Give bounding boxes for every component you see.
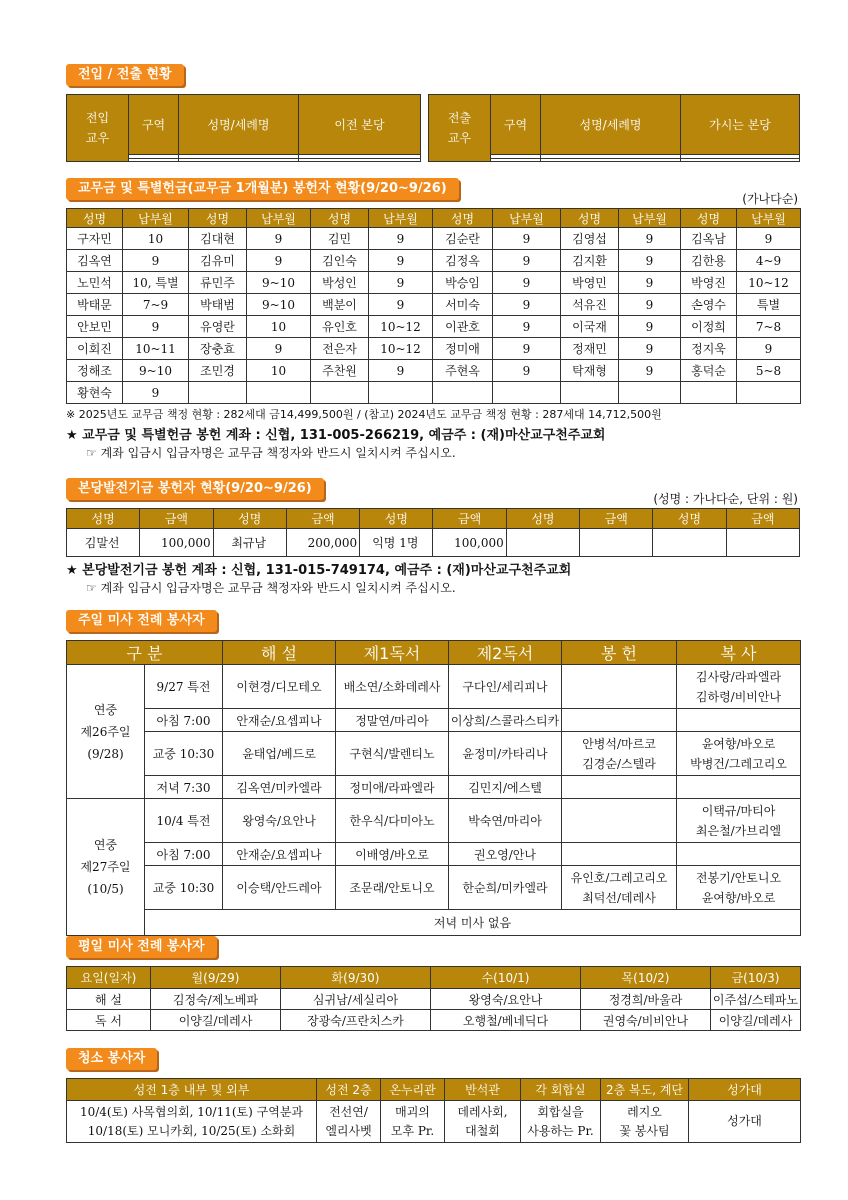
table-row [67,228,801,250]
name-cell: 홍덕순 [681,360,737,382]
no-evening-mass: 저녁 미사 없음 [145,910,801,936]
mass-time: 9/27 특전 [145,665,223,709]
server-cell: 왕영숙/요안나 [223,799,336,843]
month-cell: 4~9 [737,250,801,272]
month-cell [737,382,801,404]
header-cell: 납부월 [369,209,433,228]
cleaning-cell: 회합실을 사용하는 Pr. [521,1101,601,1143]
server-cell [677,709,801,732]
server-cell: 안재순/요셉피나 [223,709,336,732]
month-cell: 7~8 [737,316,801,338]
server-cell: 안재순/요셉피나 [223,843,336,866]
header-cell: 구역 [129,95,179,155]
header-cell: 수(10/1) [431,967,581,989]
transfer-in-label: 전입 교우 [67,95,129,162]
month-cell: 9 [247,250,311,272]
table-row [67,294,801,316]
role-cell: 독 서 [67,1010,151,1031]
server-cell: 장광숙/프란치스카 [281,1010,431,1031]
table-row [67,843,801,866]
month-cell: 9 [369,360,433,382]
header-cell: 온누리관 [381,1079,445,1101]
mass-time: 교중 10:30 [145,732,223,776]
name-cell [311,382,369,404]
name-cell: 정재민 [561,338,619,360]
name-cell [433,382,493,404]
server-cell [562,776,677,799]
header-cell: 2층 복도, 계단 [601,1079,689,1101]
dev-table [66,508,800,557]
dev-note: (성명 : 가나다순, 단위 : 원) [653,492,798,506]
month-cell [619,382,681,404]
name-cell: 김옥연 [67,250,123,272]
weekday-title: 평일 미사 전례 봉사자 [66,936,217,958]
sunday-table [66,640,801,936]
month-cell: 9 [619,250,681,272]
amount-cell [580,529,653,557]
cleaning-cell: 10/4(토) 사목협의회, 10/11(토) 구역분과 10/18(토) 모니카회, 10/25(토) 소화회 [67,1101,317,1143]
month-cell: 9 [493,360,561,382]
cleaning-table [66,1078,801,1143]
server-cell [562,799,677,843]
header-cell: 금액 [580,509,653,529]
header-cell: 납부월 [123,209,189,228]
name-cell [561,382,619,404]
month-cell: 9~10 [247,272,311,294]
dues-table [66,208,801,404]
header-cell: 성명 [681,209,737,228]
header-cell: 성명 [67,209,123,228]
name-cell: 류민주 [189,272,247,294]
table-row [67,1010,801,1031]
table-row [67,732,801,776]
dues-memo: ☞ 계좌 입금시 입금자명은 교무금 책정자와 반드시 일치시켜 주십시오. [86,446,456,460]
header-cell: 성명 [213,509,286,529]
server-cell: 정경희/바울라 [581,989,711,1010]
server-cell [562,709,677,732]
server-cell: 이배영/바오로 [336,843,449,866]
server-cell: 유인호/그레고리오 최덕선/데레사 [562,866,677,910]
dues-section [66,178,800,461]
name-cell: 박태문 [67,294,123,316]
month-cell: 9 [493,316,561,338]
server-cell: 김옥연/미카엘라 [223,776,336,799]
header-cell: 금액 [286,509,359,529]
server-cell: 전봉기/안토니오 윤여향/바오로 [677,866,801,910]
month-cell: 9 [493,294,561,316]
month-cell: 10, 특별 [123,272,189,294]
amount-cell: 100,000 [140,529,213,557]
server-cell [677,776,801,799]
server-cell: 이양길/데레사 [151,1010,281,1031]
name-cell: 유영란 [189,316,247,338]
transfer-out-table [428,94,800,162]
dev-title: 본당발전기금 봉헌자 현황(9/20~9/26) [66,478,324,500]
month-cell: 9 [369,228,433,250]
table-row [67,250,801,272]
cleaning-cell: 전선연/ 엘리사벳 [317,1101,381,1143]
name-cell: 정해조 [67,360,123,382]
month-cell: 10 [123,228,189,250]
month-cell: 9 [619,316,681,338]
header-cell: 성명 [360,509,433,529]
server-cell: 윤여향/바오로 박병건/그레고리오 [677,732,801,776]
server-cell: 김민지/에스텔 [449,776,562,799]
dues-note: (가나다순) [742,192,798,206]
header-cell: 성명 [433,209,493,228]
server-cell: 정말연/마리아 [336,709,449,732]
header-cell: 금액 [433,509,506,529]
table-row [67,1101,801,1143]
month-cell: 9 [493,338,561,360]
month-cell: 10~12 [737,272,801,294]
header-cell: 성명 [506,509,579,529]
name-cell: 주찬원 [311,360,369,382]
name-cell: 김인숙 [311,250,369,272]
server-cell: 조문래/안토니오 [336,866,449,910]
table-row [67,316,801,338]
month-cell: 9 [369,294,433,316]
server-cell: 이상희/스콜라스티카 [449,709,562,732]
header-cell: 화(9/30) [281,967,431,989]
name-cell: 익명 1명 [360,529,433,557]
name-cell: 전은자 [311,338,369,360]
dev-section [66,478,800,596]
name-cell: 탁재형 [561,360,619,382]
month-cell: 10~11 [123,338,189,360]
week-label: 연중 제27주일 (10/5) [67,799,145,936]
server-cell: 배소연/소화데레사 [336,665,449,709]
server-cell: 이주섭/스테파노 [711,989,801,1010]
transfer-title: 전입 / 전출 현황 [66,64,184,86]
server-cell: 정미애/라파엘라 [336,776,449,799]
header-cell: 금액 [140,509,213,529]
server-cell: 안병석/마르코 김경순/스텔라 [562,732,677,776]
header-cell: 해 설 [223,641,336,665]
server-cell: 이택규/마티아 최은철/가브리엘 [677,799,801,843]
name-cell: 김영섭 [561,228,619,250]
month-cell: 9 [247,228,311,250]
server-cell: 권오영/안나 [449,843,562,866]
mass-time: 저녁 7:30 [145,776,223,799]
name-cell [189,382,247,404]
name-cell: 정미애 [433,338,493,360]
name-cell: 이정희 [681,316,737,338]
week-label: 연중 제26주일 (9/28) [67,665,145,799]
name-cell: 김지환 [561,250,619,272]
header-cell: 제1독서 [336,641,449,665]
server-cell: 구현식/발렌티노 [336,732,449,776]
name-cell: 박승임 [433,272,493,294]
month-cell: 9 [493,228,561,250]
server-cell: 한순희/미카엘라 [449,866,562,910]
header-cell: 납부월 [737,209,801,228]
header-cell: 월(9/29) [151,967,281,989]
name-cell: 김민 [311,228,369,250]
month-cell: 9 [737,338,801,360]
name-cell [506,529,579,557]
table-row [67,272,801,294]
header-cell: 성명 [653,509,726,529]
name-cell: 박태범 [189,294,247,316]
dues-account: ★ 교무금 및 특별헌금 봉헌 계좌 : 신협, 131-005-266219, 예금주 : (재)마산교구천주교회 [66,428,606,443]
table-row [67,360,801,382]
month-cell: 9 [619,228,681,250]
server-cell: 권영숙/비비안나 [581,1010,711,1031]
weekday-table [66,966,801,1031]
name-cell: 김순란 [433,228,493,250]
name-cell: 조민경 [189,360,247,382]
name-cell: 백분이 [311,294,369,316]
table-row [67,776,801,799]
server-cell: 오행철/베네딕다 [431,1010,581,1031]
cleaning-cell: 성가대 [689,1101,801,1143]
name-cell: 김정옥 [433,250,493,272]
table-row [67,866,801,910]
header-cell: 성명 [311,209,369,228]
month-cell: 7~9 [123,294,189,316]
header-cell: 금액 [726,509,799,529]
table-row [67,665,801,709]
name-cell: 서미숙 [433,294,493,316]
server-cell: 김정숙/제노베파 [151,989,281,1010]
table-row [67,382,801,404]
header-cell: 금(10/3) [711,967,801,989]
month-cell: 9 [123,250,189,272]
table-row [67,338,801,360]
transfer-in-table [66,94,421,162]
cleaning-section [66,1048,800,1143]
name-cell [653,529,726,557]
server-cell: 윤태업/베드로 [223,732,336,776]
server-cell [562,665,677,709]
amount-cell [726,529,799,557]
name-cell: 박영민 [561,272,619,294]
name-cell [681,382,737,404]
cleaning-cell: 레지오 꽃 봉사팀 [601,1101,689,1143]
sunday-section [66,610,800,936]
cleaning-cell: 매괴의 모후 Pr. [381,1101,445,1143]
table-row [67,709,801,732]
header-cell: 복 사 [677,641,801,665]
name-cell: 손영수 [681,294,737,316]
header-cell: 제2독서 [449,641,562,665]
role-cell: 해 설 [67,989,151,1010]
mass-time: 아침 7:00 [145,843,223,866]
name-cell: 박영진 [681,272,737,294]
header-cell: 각 회합실 [521,1079,601,1101]
name-cell: 박성인 [311,272,369,294]
month-cell: 5~8 [737,360,801,382]
server-cell: 왕영숙/요안나 [431,989,581,1010]
month-cell: 10 [247,360,311,382]
amount-cell: 200,000 [286,529,359,557]
name-cell: 김유미 [189,250,247,272]
header-cell: 성전 1층 내부 및 외부 [67,1079,317,1101]
header-cell: 구역 [491,95,541,155]
month-cell: 9 [619,338,681,360]
header-cell: 성명 [561,209,619,228]
weekday-section [66,936,800,1031]
month-cell: 9 [247,338,311,360]
header-cell: 성명 [67,509,140,529]
month-cell: 9 [123,316,189,338]
header-cell: 납부월 [247,209,311,228]
table-row [67,989,801,1010]
month-cell: 9 [737,228,801,250]
name-cell: 주현옥 [433,360,493,382]
header-cell: 구 분 [67,641,223,665]
month-cell [247,382,311,404]
server-cell: 구다인/세리피나 [449,665,562,709]
dev-account: ★ 본당발전기금 봉헌 계좌 : 신협, 131-015-749174, 예금주 : (재)마산교구천주교회 [66,563,572,578]
name-cell: 김대현 [189,228,247,250]
month-cell [493,382,561,404]
name-cell: 정지욱 [681,338,737,360]
name-cell: 이국재 [561,316,619,338]
server-cell: 이양길/데레사 [711,1010,801,1031]
header-cell: 봉 헌 [562,641,677,665]
dues-title: 교무금 및 특별헌금(교무금 1개월분) 봉헌자 현황(9/20~9/26) [66,178,459,200]
header-cell: 성가대 [689,1079,801,1101]
amount-cell: 100,000 [433,529,506,557]
table-row [67,529,800,557]
header-cell: 성명 [189,209,247,228]
month-cell: 10~12 [369,316,433,338]
header-cell: 성명/세례명 [179,95,299,155]
server-cell: 윤정미/카타리나 [449,732,562,776]
name-cell: 이관호 [433,316,493,338]
name-cell: 이회진 [67,338,123,360]
header-cell: 납부월 [619,209,681,228]
name-cell: 최규남 [213,529,286,557]
name-cell: 노민석 [67,272,123,294]
server-cell: 심귀남/세실리아 [281,989,431,1010]
month-cell: 9 [619,360,681,382]
cleaning-title: 청소 봉사자 [66,1048,157,1070]
server-cell: 한우식/다미아노 [336,799,449,843]
dues-footnote: ※ 2025년도 교무금 책정 현황 : 282세대 금14,499,500원 / (참고) 2024년도 교무금 책정 현황 : 287세대 14,712,500원 [66,408,662,421]
mass-time: 아침 7:00 [145,709,223,732]
month-cell: 9 [369,272,433,294]
header-cell: 목(10/2) [581,967,711,989]
header-cell: 이전 본당 [299,95,421,155]
month-cell: 9 [369,250,433,272]
header-cell: 납부월 [493,209,561,228]
server-cell: 김사랑/라파엘라 김하령/비비안나 [677,665,801,709]
name-cell: 황현숙 [67,382,123,404]
server-cell [562,843,677,866]
header-cell: 반석관 [445,1079,521,1101]
server-cell: 이승택/안드레아 [223,866,336,910]
name-cell: 김한용 [681,250,737,272]
name-cell: 김옥남 [681,228,737,250]
month-cell: 10 [247,316,311,338]
name-cell: 김말선 [67,529,140,557]
transfer-section [66,64,800,162]
name-cell: 구자민 [67,228,123,250]
month-cell: 10~12 [369,338,433,360]
dev-memo: ☞ 계좌 입금시 입금자명은 교무금 책정자와 반드시 일치시켜 주십시오. [86,581,456,595]
server-cell [677,843,801,866]
header-cell: 성전 2층 [317,1079,381,1101]
server-cell: 박숙연/마리아 [449,799,562,843]
mass-time: 교중 10:30 [145,866,223,910]
month-cell: 9 [619,294,681,316]
name-cell: 유인호 [311,316,369,338]
header-cell: 요일(일자) [67,967,151,989]
month-cell: 특별 [737,294,801,316]
cleaning-cell: 데레사회, 대철회 [445,1101,521,1143]
name-cell: 안보민 [67,316,123,338]
transfer-out-label: 전출 교우 [429,95,491,162]
server-cell: 이현경/디모테오 [223,665,336,709]
header-cell: 성명/세례명 [541,95,681,155]
header-cell: 가시는 본당 [681,95,800,155]
mass-time: 10/4 특전 [145,799,223,843]
name-cell: 장충효 [189,338,247,360]
month-cell: 9 [619,272,681,294]
month-cell [369,382,433,404]
month-cell: 9~10 [123,360,189,382]
month-cell: 9 [493,250,561,272]
sunday-title: 주일 미사 전례 봉사자 [66,610,217,632]
month-cell: 9 [493,272,561,294]
month-cell: 9~10 [247,294,311,316]
name-cell: 석유진 [561,294,619,316]
month-cell: 9 [123,382,189,404]
table-row [67,799,801,843]
